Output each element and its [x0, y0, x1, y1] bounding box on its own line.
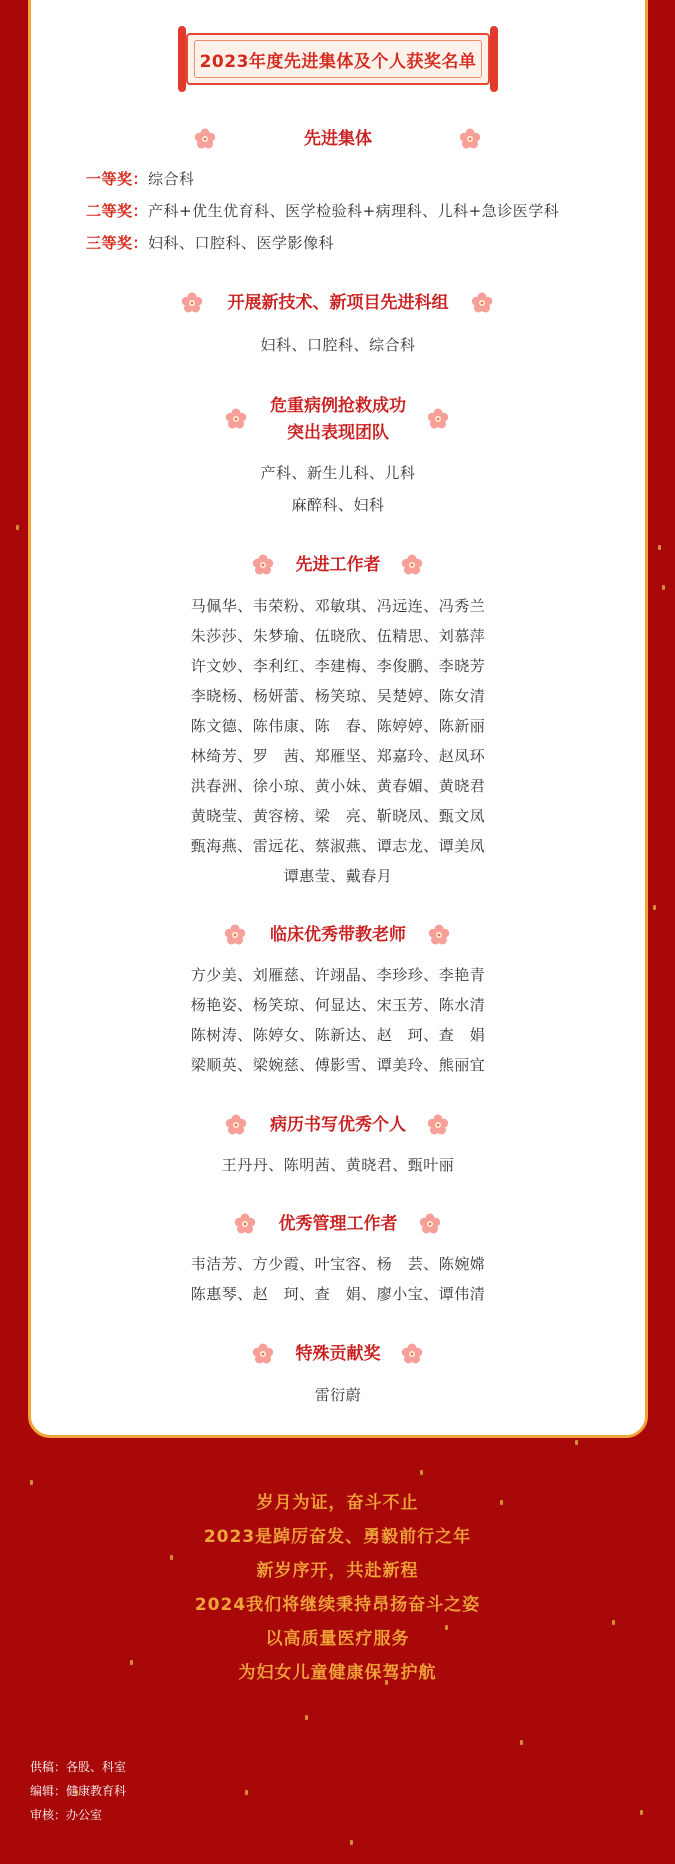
- closing-line: 岁月为证，奋斗不止: [256, 1493, 419, 1513]
- credit-editor: 编辑：健康教育科: [30, 1784, 127, 1798]
- credit-contributor: 供稿：各股、科室: [30, 1760, 127, 1774]
- list-item: 产科、新生儿科、儿科: [260, 464, 416, 482]
- closing-line: 2024我们将继续秉持昂扬奋斗之姿: [194, 1595, 481, 1615]
- list-item: 韦洁芳、方少霞、叶宝容、杨 芸、陈婉嫦: [190, 1255, 486, 1273]
- section-title-teachers: 临床优秀带教老师: [270, 925, 406, 945]
- list-item: 朱莎莎、朱梦瑜、伍晓欣、伍精思、刘慕萍: [190, 627, 486, 645]
- section-title-workers: 先进工作者: [295, 555, 381, 575]
- closing-line: 新岁序开，共赴新程: [256, 1561, 419, 1581]
- award-label: 二等奖：: [86, 202, 149, 220]
- list-item: 妇科、口腔科、综合科: [260, 336, 416, 354]
- scroll-paper: [186, 33, 490, 85]
- award-label: 一等奖：: [86, 170, 149, 188]
- award-second: [86, 200, 559, 221]
- award-third: [86, 232, 334, 253]
- list-item: 黄晓莹、黄容榜、梁 亮、靳晓凤、甄文凤: [190, 807, 486, 825]
- list-item: 许文妙、李利红、李建梅、李俊鹏、李晓芳: [190, 657, 486, 675]
- section-title-collective: 先进集体: [304, 129, 372, 149]
- list-item: 陈惠琴、赵 珂、查 娟、廖小宝、谭伟清: [190, 1285, 486, 1303]
- section-title-records: 病历书写优秀个人: [270, 1115, 406, 1135]
- section-title-rescue-line2: 突出表现团队: [287, 423, 389, 443]
- credit-reviewer: 审核：办公室: [30, 1808, 103, 1822]
- list-item: 陈文德、陈伟康、陈 春、陈婷婷、陈新丽: [190, 717, 486, 735]
- closing-line: 2023是踔厉奋发、勇毅前行之年: [203, 1527, 472, 1547]
- list-item: 甄海燕、雷远花、蔡淑燕、谭志龙、谭美凤: [190, 837, 486, 855]
- list-item: 谭惠莹、戴春月: [283, 867, 393, 885]
- closing-line: 为妇女儿童健康保驾护航: [238, 1663, 437, 1683]
- page-title: 2023年度先进集体及个人获奖名单: [199, 51, 477, 72]
- award-first: [86, 168, 195, 189]
- list-item: 杨艳姿、杨笑琼、何显达、宋玉芳、陈水清: [190, 996, 486, 1014]
- section-title-rescue-line1: 危重病例抢救成功: [270, 396, 406, 416]
- award-value: 产科+优生优育科、医学检验科+病理科、儿科+急诊医学科: [148, 202, 560, 220]
- list-item: 李晓杨、杨妍蕾、杨笑琼、吴楚婷、陈女清: [190, 687, 486, 705]
- award-value: 综合科: [148, 170, 195, 188]
- scroll-rod-left: [178, 26, 186, 92]
- list-item: 雷衍蔚: [314, 1386, 362, 1404]
- list-item: 麻醉科、妇科: [291, 496, 385, 514]
- list-item: 洪春洲、徐小琼、黄小妹、黄春媚、黄晓君: [190, 777, 486, 795]
- list-item: 马佩华、韦荣粉、邓敏琪、冯远连、冯秀兰: [190, 597, 486, 615]
- title-scroll-banner: [178, 26, 498, 92]
- award-label: 三等奖：: [86, 234, 149, 252]
- list-item: 梁顺英、梁婉慈、傅影雪、谭美玲、熊丽宜: [190, 1056, 486, 1074]
- section-title-new-tech: 开展新技术、新项目先进科组: [227, 293, 449, 313]
- closing-line: 以高质量医疗服务: [265, 1629, 410, 1649]
- list-item: 陈树涛、陈婷女、陈新达、赵 珂、查 娟: [190, 1026, 486, 1044]
- list-item: 王丹丹、陈明茜、黄晓君、甄叶丽: [221, 1156, 455, 1174]
- award-value: 妇科、口腔科、医学影像科: [148, 234, 335, 252]
- list-item: 方少美、刘雁慈、许翊晶、李珍珍、李艳青: [190, 966, 486, 984]
- section-title-managers: 优秀管理工作者: [278, 1214, 398, 1234]
- scroll-rod-right: [490, 26, 498, 92]
- list-item: 林绮芳、罗 茜、郑雁坚、郑嘉玲、赵凤环: [190, 747, 486, 765]
- section-title-special: 特殊贡献奖: [295, 1344, 381, 1364]
